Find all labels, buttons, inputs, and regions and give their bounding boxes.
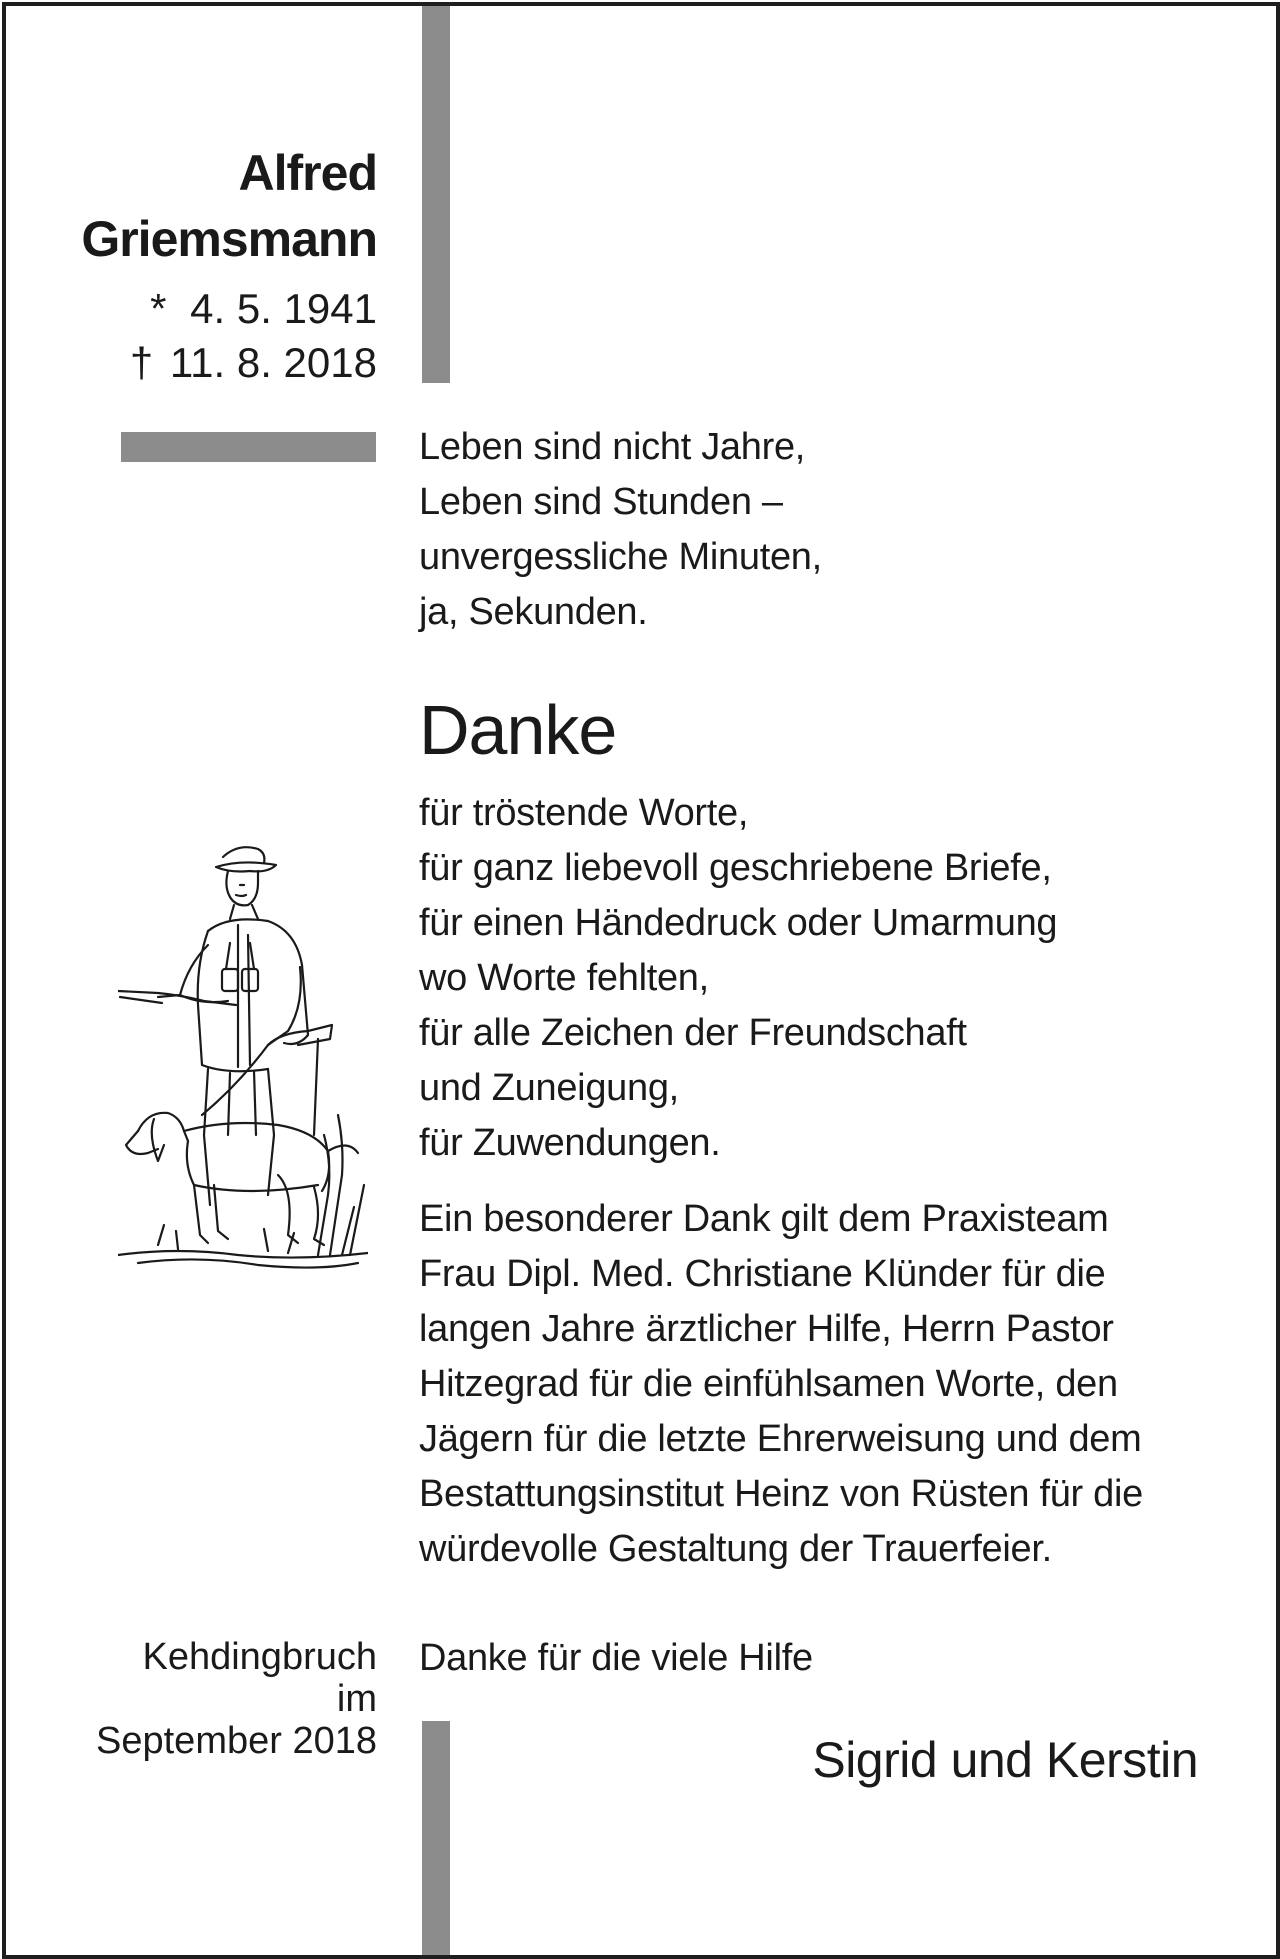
deceased-name (81, 140, 377, 272)
poem-line: unvergessliche Minuten, (419, 536, 822, 578)
place-preposition: im (336, 1678, 377, 1720)
birth-symbol: * (150, 285, 167, 332)
thanks-line: für ganz liebevoll geschriebene Briefe, (419, 847, 1052, 889)
vertical-bar-bottom (422, 1721, 450, 1955)
poem-line: Leben sind nicht Jahre, (419, 426, 806, 468)
poem-line: ja, Sekunden. (419, 591, 648, 633)
thanks-line: für alle Zeichen der Freundschaft (419, 1012, 967, 1054)
special-thanks-line: Bestattungsinstitut Heinz von Rüsten für die (419, 1473, 1143, 1515)
special-thanks-line: langen Jahre ärztlicher Hilfe, Herrn Pastor (419, 1308, 1114, 1350)
special-thanks (419, 1192, 1239, 1577)
place-date (96, 1636, 377, 1762)
vertical-bar-top (422, 6, 450, 383)
special-thanks-line: Jägern für die letzte Ehrerweisung und dem (419, 1418, 1142, 1460)
final-thanks: Danke für die viele Hilfe (419, 1637, 813, 1679)
special-thanks-line: Ein besonderer Dank gilt dem Praxisteam (419, 1198, 1109, 1240)
place-month: September 2018 (96, 1720, 377, 1762)
death-symbol: † (129, 339, 154, 386)
place-name: Kehdingbruch (142, 1636, 377, 1678)
thanks-line: für Zuwendungen. (419, 1122, 721, 1164)
special-thanks-line: Frau Dipl. Med. Christiane Klünder für die (419, 1253, 1106, 1295)
horizontal-bar (121, 432, 376, 462)
special-thanks-line: Hitzegrad für die einfühlsamen Worte, den (419, 1363, 1118, 1405)
thanks-line: wo Worte fehlten, (419, 957, 709, 999)
poem-line: Leben sind Stunden – (419, 481, 783, 523)
special-thanks-line: würdevolle Gestaltung der Trauerfeier. (419, 1528, 1052, 1570)
danke-heading: Danke (419, 691, 617, 769)
life-dates (130, 282, 377, 390)
first-name: Alfred (238, 145, 377, 201)
death-date: 11. 8. 2018 (169, 339, 377, 386)
thanks-line: für tröstende Worte, (419, 792, 749, 834)
birth-date: 4. 5. 1941 (190, 285, 377, 332)
thanks-line: und Zuneigung, (419, 1067, 679, 1109)
death-row (130, 336, 377, 390)
hunter-with-dog-icon (118, 835, 368, 1275)
birth-row (130, 282, 377, 336)
thanks-line: für einen Händedruck oder Umarmung (419, 902, 1058, 944)
poem (419, 420, 1239, 640)
signature: Sigrid und Kerstin (812, 1732, 1198, 1788)
thanks-list (419, 786, 1239, 1171)
last-name: Griemsmann (81, 211, 377, 267)
